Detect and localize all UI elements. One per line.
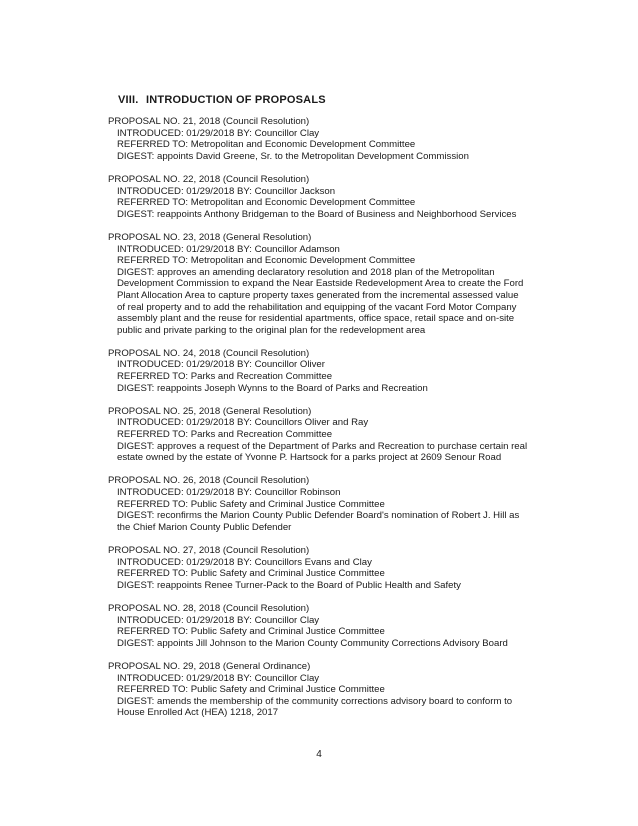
proposal-item: [108, 545, 528, 591]
proposal-digest: DIGEST: appoints Jill Johnson to the Marion County Community Corrections Advisory Board: [117, 637, 508, 649]
proposal-digest: DIGEST: reappoints Renee Turner-Pack to the Board of Public Health and Safety: [117, 579, 461, 591]
proposal-digest: DIGEST: amends the membership of the community corrections advisory board to conform to House Enrolled Act (HEA) 1218, 2017: [117, 695, 513, 719]
proposal-heading: PROPOSAL NO. 29, 2018 (General Ordinance): [108, 660, 311, 672]
proposal-introduced: INTRODUCED: 01/29/2018 BY: Councillor Adamson: [117, 243, 340, 255]
proposal-referred: REFERRED TO: Public Safety and Criminal Justice Committee: [117, 498, 385, 510]
proposal-referred: REFERRED TO: Parks and Recreation Committee: [117, 429, 333, 441]
proposal-heading: PROPOSAL NO. 21, 2018 (Council Resolution): [108, 116, 310, 127]
proposal-heading: PROPOSAL NO. 23, 2018 (General Resolution): [108, 231, 312, 243]
proposals-list: [108, 116, 528, 730]
proposal-item: [108, 603, 528, 649]
proposal-referred: REFERRED TO: Parks and Recreation Committee: [117, 371, 333, 383]
page-number: 4: [316, 749, 322, 760]
proposal-heading: PROPOSAL NO. 27, 2018 (Council Resolution): [108, 544, 310, 556]
proposal-item: [108, 661, 528, 719]
proposal-digest: DIGEST: reappoints Joseph Wynns to the Board of Parks and Recreation: [117, 382, 428, 394]
proposal-introduced: INTRODUCED: 01/29/2018 BY: Councillor Clay: [117, 127, 320, 139]
proposal-referred: REFERRED TO: Public Safety and Criminal Justice Committee: [117, 684, 385, 696]
proposal-introduced: INTRODUCED: 01/29/2018 BY: Councillor Oliver: [117, 359, 325, 371]
proposal-introduced: INTRODUCED: 01/29/2018 BY: Councillors Oliver and Ray: [117, 417, 369, 429]
proposal-referred: REFERRED TO: Public Safety and Criminal Justice Committee: [117, 568, 385, 580]
proposal-referred: REFERRED TO: Metropolitan and Economic Development Committee: [117, 197, 416, 209]
proposal-digest: DIGEST: appoints David Greene, Sr. to the Metropolitan Development Commission: [117, 150, 469, 162]
proposal-heading: PROPOSAL NO. 26, 2018 (Council Resolution): [108, 475, 310, 487]
proposal-heading: PROPOSAL NO. 22, 2018 (Council Resolution): [108, 173, 310, 185]
proposal-referred: REFERRED TO: Public Safety and Criminal Justice Committee: [117, 626, 385, 638]
proposal-referred: REFERRED TO: Metropolitan and Economic Development Committee: [117, 255, 416, 267]
proposal-heading: PROPOSAL NO. 25, 2018 (General Resolution): [108, 405, 312, 417]
proposal-heading: PROPOSAL NO. 28, 2018 (Council Resolution): [108, 602, 310, 614]
proposal-heading: PROPOSAL NO. 24, 2018 (Council Resolution): [108, 347, 310, 359]
proposal-digest: DIGEST: reconfirms the Marion County Public Defender Board's nomination of Robert J. Hill as the Chief Marion County Public Defender: [117, 510, 520, 533]
proposal-digest: DIGEST: approves a request of the Department of Parks and Recreation to purchase certain real estate owned by the estate of Yvonne P. Hartsock for a parks project at 2609 Senour Road: [117, 440, 528, 464]
proposal-item: [108, 406, 528, 464]
proposal-digest: DIGEST: reappoints Anthony Bridgeman to the Board of Business and Neighborhood Services: [117, 208, 517, 220]
proposal-digest: DIGEST: approves an amending declaratory resolution and 2018 plan of the Metropolitan Development Commission to expand the Near Eastside Redevelopment Area to create the Ford Plant Allocation Area to capture property taxes generated from the incremental assessed value of real property and to add the rehabilitation and equipping of the vacant Ford Motor Company assembly plant and the reuse for residential apartments, office space, retail space and on-site public and private parking to the original plan for the redevelopment area: [117, 266, 524, 336]
proposal-introduced: INTRODUCED: 01/29/2018 BY: Councillor Clay: [117, 672, 320, 684]
section-heading: [118, 94, 326, 106]
proposal-item: [108, 174, 528, 220]
proposal-item: [108, 348, 528, 394]
proposal-introduced: INTRODUCED: 01/29/2018 BY: Councillor Robinson: [117, 487, 341, 498]
proposal-item: [108, 475, 528, 533]
proposal-referred: REFERRED TO: Metropolitan and Economic Development Committee: [117, 139, 416, 151]
proposal-introduced: INTRODUCED: 01/29/2018 BY: Councillor Clay: [117, 614, 320, 626]
proposal-item: [108, 232, 528, 336]
proposal-item: [108, 116, 528, 162]
section-number: VIII.: [118, 94, 139, 106]
proposal-introduced: INTRODUCED: 01/29/2018 BY: Councillor Jackson: [117, 185, 336, 197]
section-title: INTRODUCTION OF PROPOSALS: [146, 94, 326, 106]
proposal-introduced: INTRODUCED: 01/29/2018 BY: Councillors Evans and Clay: [117, 556, 372, 568]
